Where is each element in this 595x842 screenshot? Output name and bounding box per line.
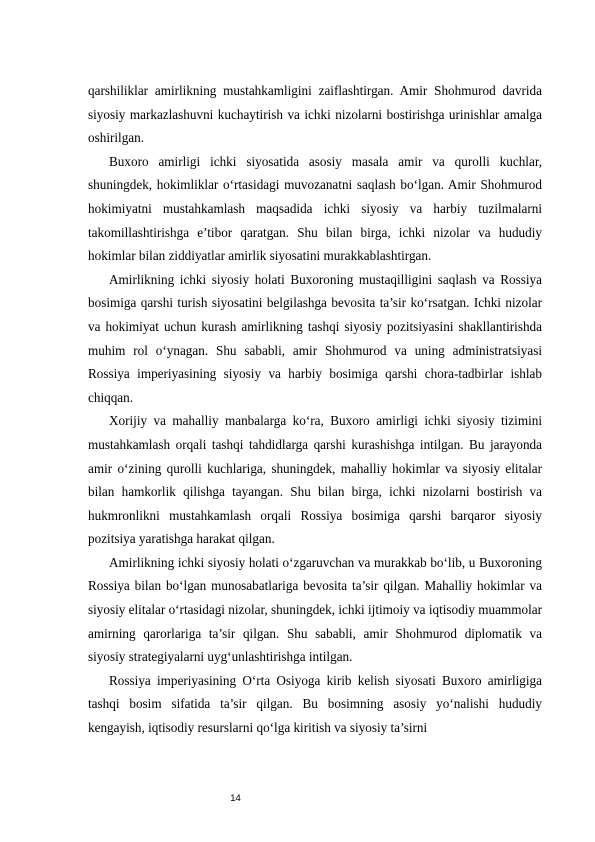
paragraph-5: Amirlikning ichki siyosiy holati o‘zgaruvchan va murakkab bo‘lib, u Buxoroning Rossiya bilan bo‘lgan munosabatlariga bevosita ta’sir qilgan. Mahalliy hokimlar va siyosiy elitalar o‘rtasidagi nizolar, shuningdek, ichki ijtimoiy va iqtisodiy muammolar amirning qarorlariga ta’sir qilgan. Shu sababli, amir Shohmurod diplomatik va siyosiy strategiyalarni uyg‘unlashtirishga intilgan. — [88, 554, 542, 665]
paragraph-1: qarshiliklar amirlikning mustahkamligini zaiflashtirgan. Amir Shohmurod davrida siyosiy markazlashuvni kuchaytirish va ichki nizolarni bostirishga urinishlar amalga oshirilgan. — [88, 83, 542, 146]
paragraph-6: Rossiya imperiyasining O‘rta Osiyoga kirib kelish siyosati Buxoro amirligiga tashqi bosim sifatida ta’sir qilgan. Bu bosimning asosiy yo‘nalishi hududiy kengayish, iqtisodiy resurslarni qo‘lga kiritish va siyosiy ta’sirni — [88, 672, 542, 736]
page-number-footer — [0, 793, 595, 805]
page-number: 14 — [230, 793, 241, 804]
document-body — [88, 79, 542, 740]
paragraph-4: Xorijiy va mahalliy manbalarga ko‘ra, Buxoro amirligi ichki siyosiy tizimini mustahkamlash orqali tashqi tahdidlarga qarshi kurashishga intilgan. Bu jarayonda amir o‘zining qurolli kuchlariga, shuningdek, mahalliy hokimlar va siyosiy elitalar bilan hamkorlik qilishga tayangan. Shu bilan birga, ichki nizolarni bostirish va hukmronlikni mustahkamlash orqali Rossiya bosimiga qarshi barqaror siyosiy pozitsiya yaratishga harakat qilgan. — [88, 413, 542, 547]
paragraph-2: Buxoro amirligi ichki siyosatida asosiy masala amir va qurolli kuchlar, shuningdek, hokimliklar o‘rtasidagi muvozanatni saqlash bo‘lgan. Amir Shohmurod hokimiyatni mustahkamlash maqsadida ichki siyosiy va harbiy tuzilmalarni takomillashtirishga e’tibor qaratgan. Shu bilan birga, ichki nizolar va hududiy hokimlar bilan ziddiyatlar amirlik siyosatini murakkablashtirgan. — [88, 153, 542, 264]
paragraph-3: Amirlikning ichki siyosiy holati Buxoroning mustaqilligini saqlash va Rossiya bosimiga qarshi turish siyosatini belgilashga bevosita ta’sir ko‘rsatgan. Ichki nizolar va hokimiyat uchun kurash amirlikning tashqi siyosiy pozitsiyasini shakllantirishda muhim rol o‘ynagan. Shu sababli, amir Shohmurod va uning administratsiyasi Rossiya imperiyasining siyosiy va harbiy bosimiga qarshi chora-tadbirlar ishlab chiqqan. — [88, 271, 542, 405]
